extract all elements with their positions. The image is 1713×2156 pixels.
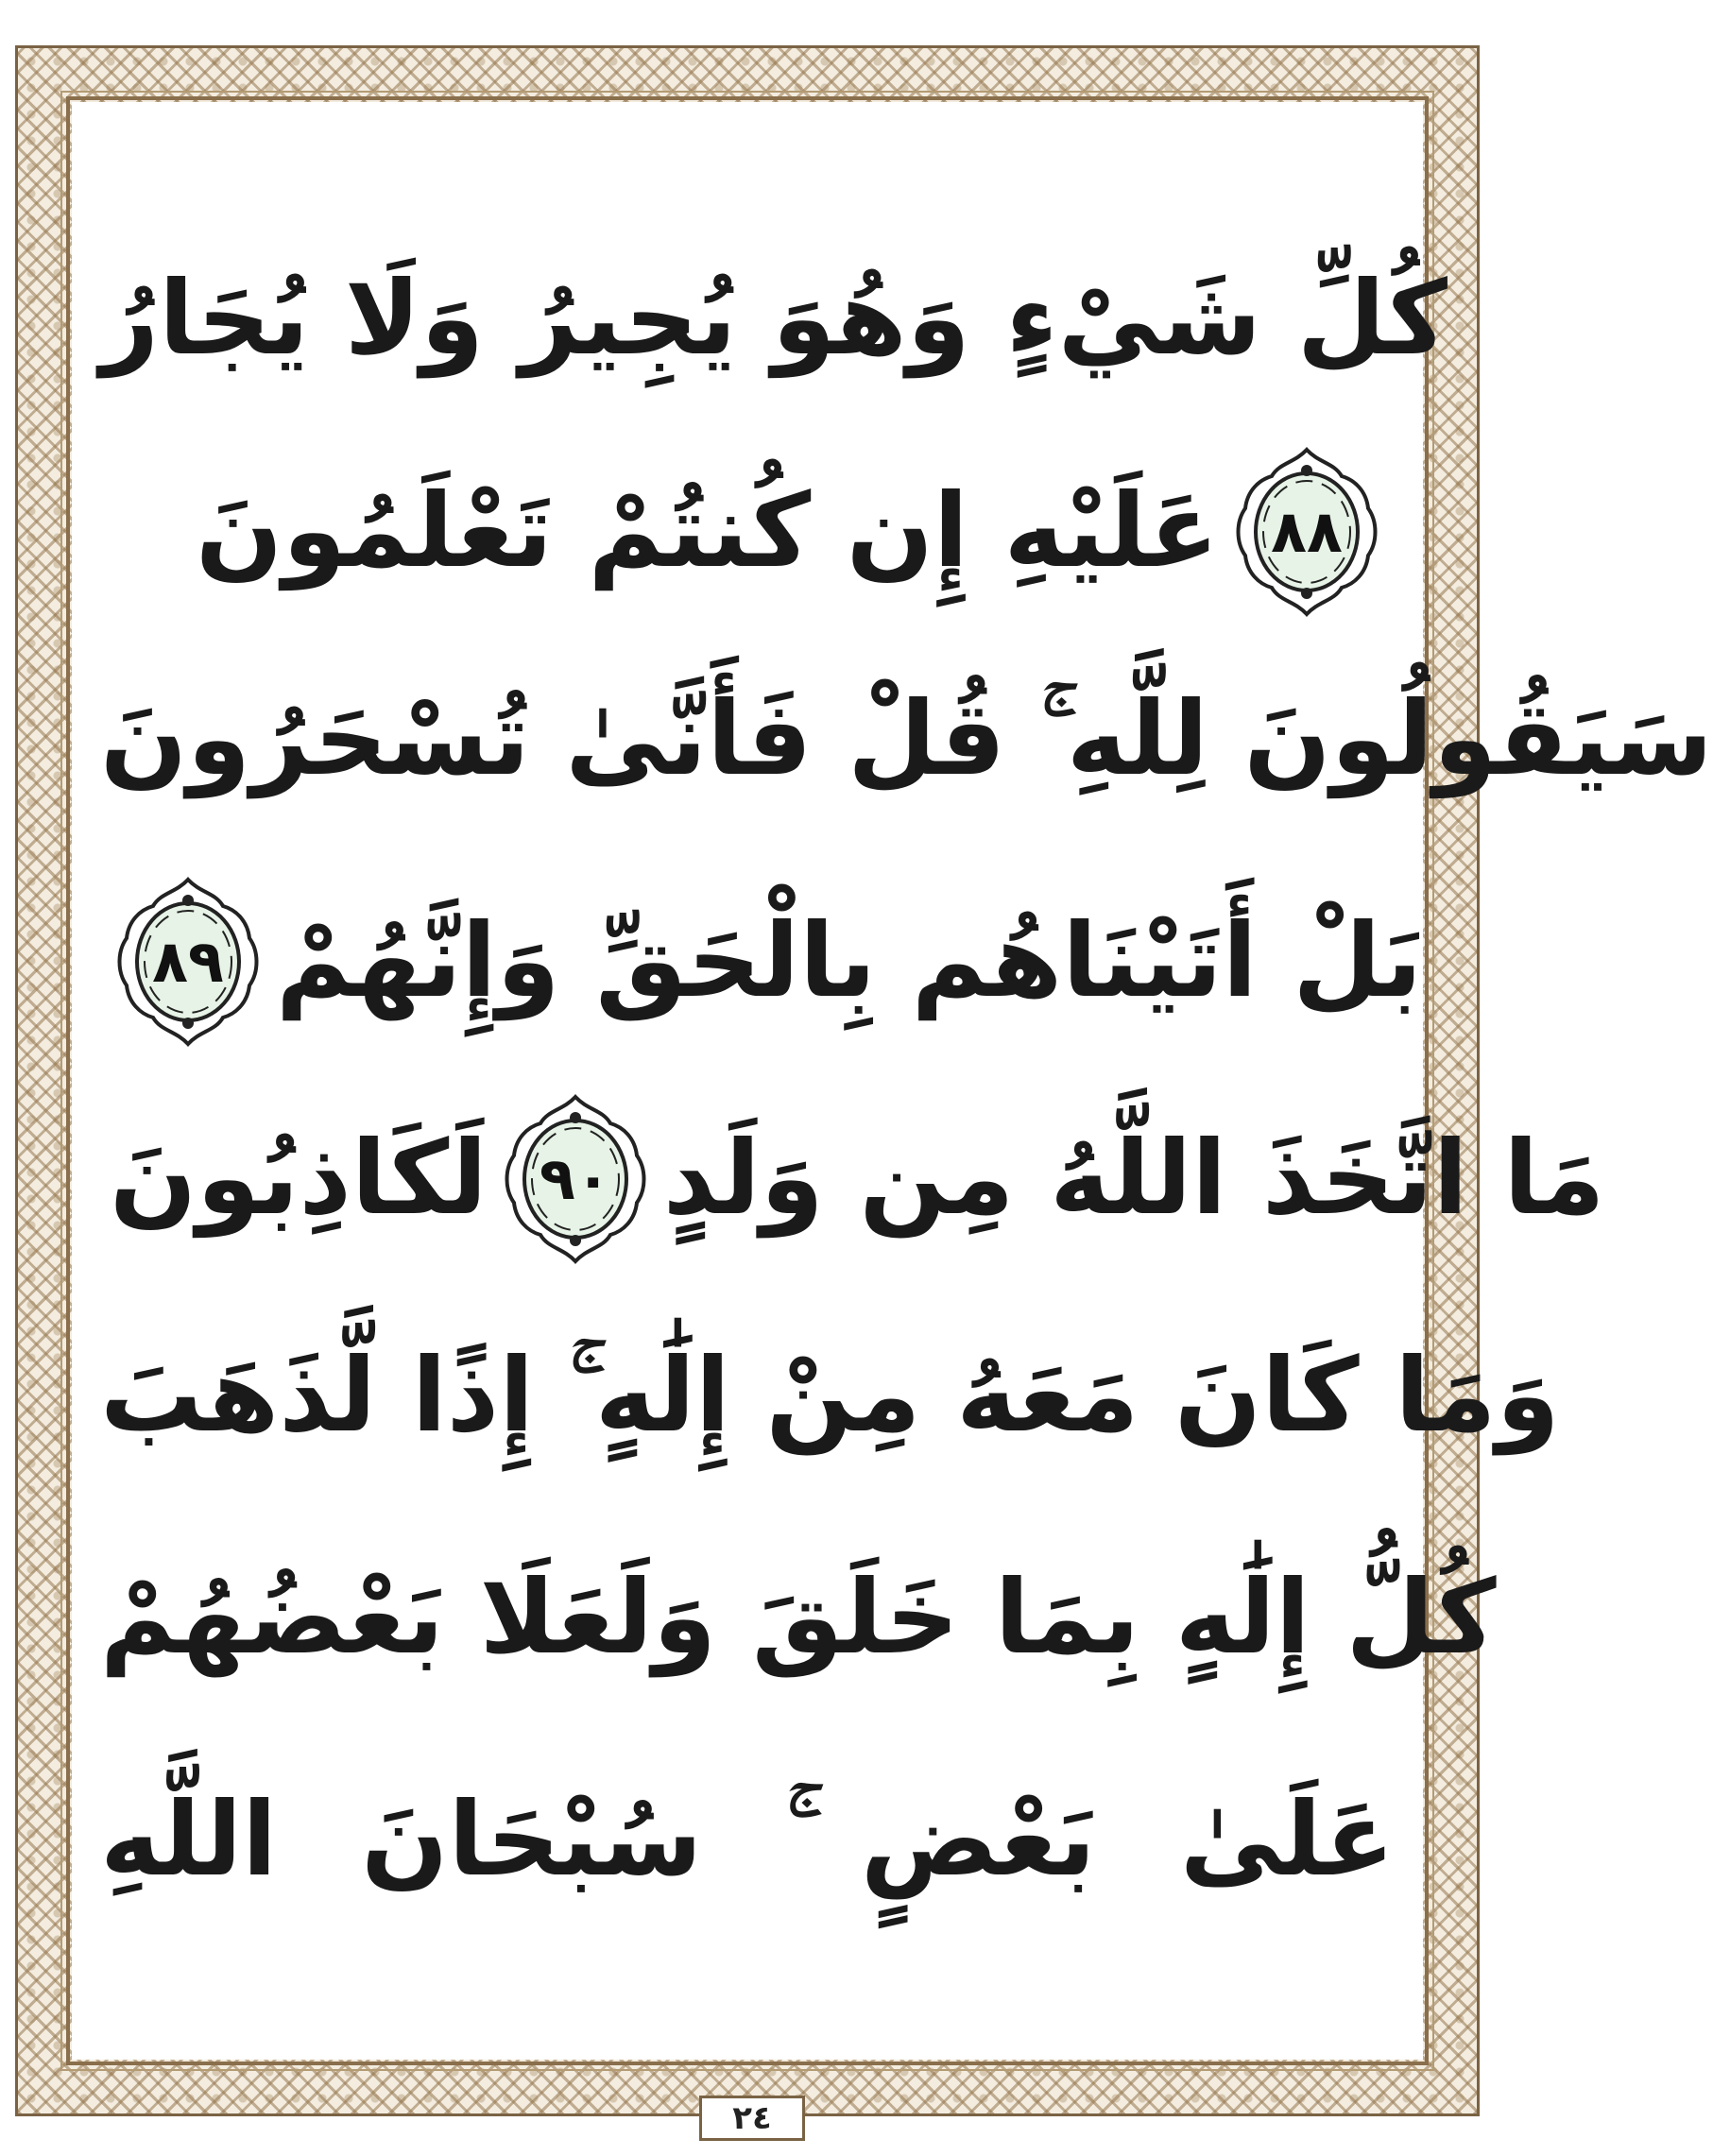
verse-text: عَلَىٰ بَعْضٍ ۚ سُبْحَانَ اللَّهِ xyxy=(100,1781,1395,1899)
ayah-number: ٨٨ xyxy=(1271,497,1343,566)
ayah-number: ٨٩ xyxy=(152,927,224,996)
verse-text: كُلُّ إِلَٰهٍ بِمَا خَلَقَ وَلَعَلَا بَعْضُهُمْ xyxy=(100,1559,1497,1677)
verse-line-8 xyxy=(100,1770,1395,1911)
ayah-number: ٩٠ xyxy=(539,1144,611,1213)
verse-text: وَمَا كَانَ مَعَهُ مِنْ إِلَٰهٍ ۚ إِذًا لَّذَهَبَ xyxy=(100,1337,1560,1455)
verse-text: بَلْ أَتَيْنَاهُم بِالْحَقِّ وَإِنَّهُمْ xyxy=(276,902,1423,1020)
verse-line-1 xyxy=(100,248,1447,390)
verse-text: سَيَقُولُونَ لِلَّهِ ۚ قُلْ فَأَنَّىٰ تُسْحَرُونَ xyxy=(100,680,1713,798)
text-area xyxy=(72,102,1713,2060)
ayah-end-marker xyxy=(505,1089,646,1269)
verse-text: لَكَاذِبُونَ xyxy=(110,1120,488,1238)
verse-line-3 xyxy=(100,669,1713,811)
verse-text: عَلَيْهِ إِن كُنتُمْ تَعْلَمُونَ xyxy=(195,472,1219,590)
verse-line-2 xyxy=(100,461,1395,603)
verse-line-4 xyxy=(100,891,1423,1033)
page-number: ٢٤ xyxy=(699,2096,805,2141)
verse-text: مَا اتَّخَذَ اللَّهُ مِن وَلَدٍ xyxy=(662,1120,1605,1238)
verse-text: كُلِّ شَيْءٍ وَهُوَ يُجِيرُ وَلَا يُجَارُ xyxy=(100,260,1447,378)
verse-line-7 xyxy=(100,1548,1497,1689)
ayah-end-marker xyxy=(1236,442,1378,622)
verse-line-5 xyxy=(100,1108,1605,1250)
verse-line-6 xyxy=(100,1326,1560,1467)
ayah-end-marker xyxy=(117,872,259,1052)
